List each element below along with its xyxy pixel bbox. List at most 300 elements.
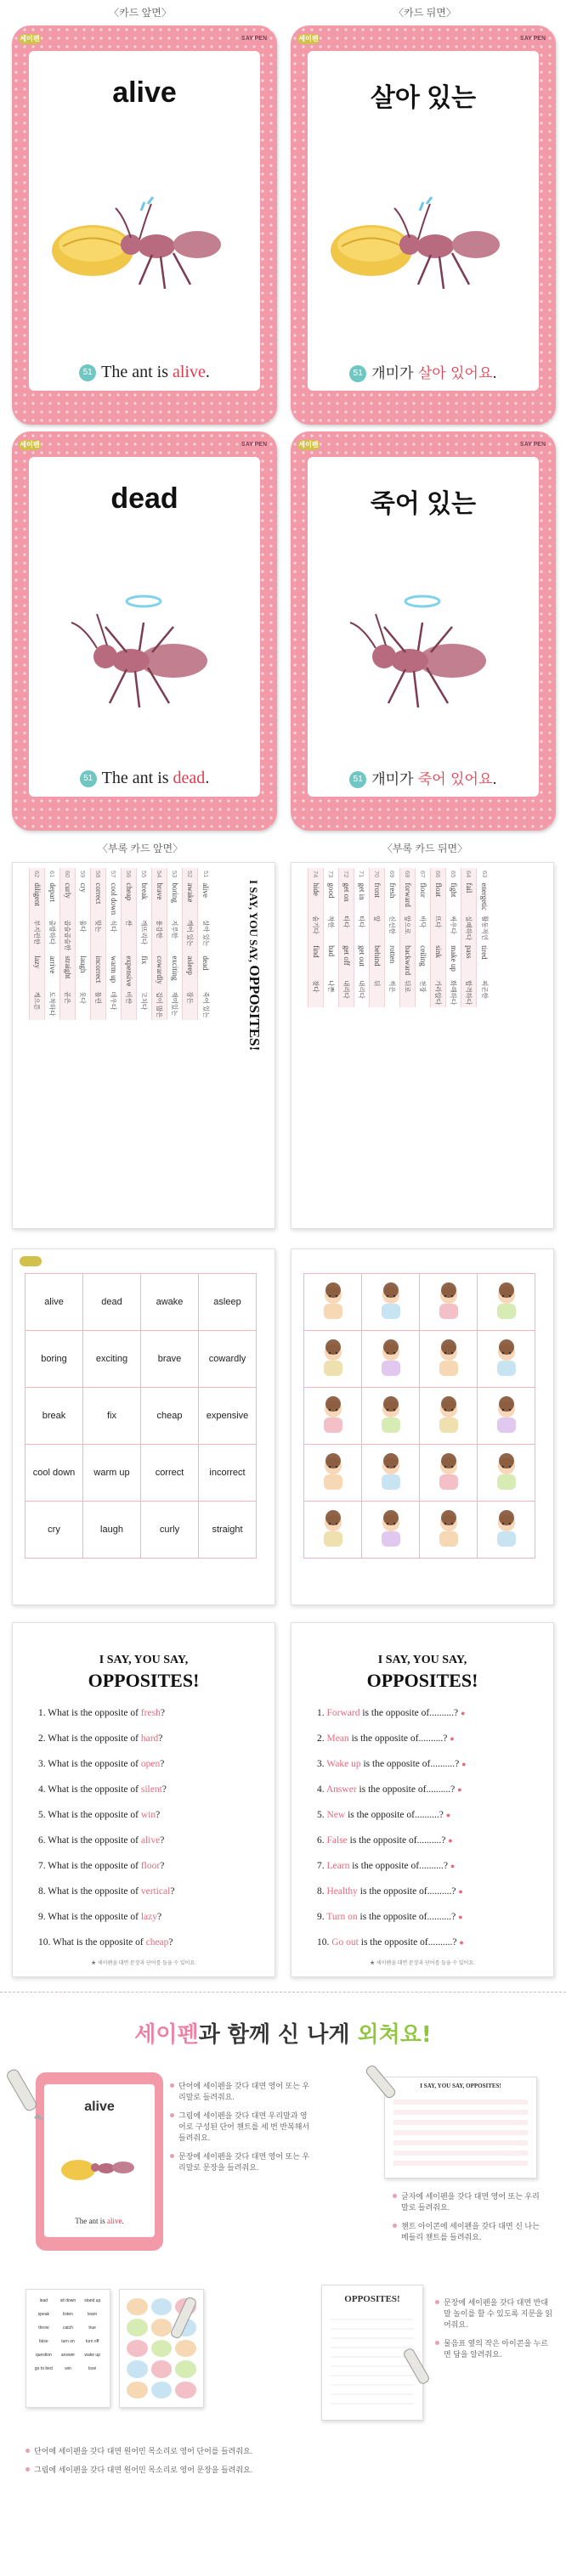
appendix-cell: 59 xyxy=(76,868,91,880)
appendix-cell: 죽어 있는 xyxy=(198,989,213,1020)
picture-tile[interactable] xyxy=(478,1445,535,1502)
picture-tile[interactable] xyxy=(420,1331,478,1388)
saypen-badge: 세이펜 xyxy=(298,441,319,448)
card-word[interactable]: 죽어 있는 xyxy=(370,490,477,518)
appendix-back-table-wrapper xyxy=(308,868,493,1007)
quiz-question[interactable]: 8. What is the opposite of vertical? xyxy=(38,1886,175,1897)
card-number-badge: 51 xyxy=(349,771,366,788)
ant-with-bread-illustration[interactable] xyxy=(325,170,522,314)
picture-tile[interactable] xyxy=(420,1445,478,1502)
appendix-cell: sink xyxy=(431,943,446,978)
mini-word: false xyxy=(39,2339,48,2344)
appendix-card-front xyxy=(12,862,275,1229)
appendix-cell: 58 xyxy=(91,868,106,880)
quiz-question-list xyxy=(317,1708,467,1963)
child-illustration xyxy=(370,1280,412,1322)
appendix-back-table xyxy=(308,868,493,1007)
appendix-cell: 70 xyxy=(370,868,385,880)
mini-word: catch xyxy=(63,2325,73,2331)
word-tile[interactable]: incorrect xyxy=(199,1445,257,1502)
appendix-cell: awake xyxy=(183,880,198,917)
picture-tile[interactable] xyxy=(362,1502,420,1559)
appendix-cell: hide xyxy=(308,880,324,913)
quiz-question[interactable]: 9. What is the opposite of lazy? xyxy=(38,1912,162,1922)
appendix-cell: boring xyxy=(167,880,183,917)
word-tile[interactable]: dead xyxy=(83,1274,141,1331)
appendix-cell: get out xyxy=(354,943,370,978)
appendix-cell: 타다 xyxy=(354,913,370,943)
instruction-item: 문장에 세이펜을 갖다 대면 영어 또는 우리말로 문장을 들려줘요. xyxy=(170,2151,314,2173)
quiz-title-line1: I SAY, YOU SAY, xyxy=(377,1654,467,1666)
word-tile[interactable]: correct xyxy=(141,1445,199,1502)
child-illustration xyxy=(427,1337,470,1379)
appendix-cell: 67 xyxy=(416,868,431,880)
picture-tile[interactable] xyxy=(362,1274,420,1331)
appendix-cell: 웃다 xyxy=(76,989,91,1020)
appendix-cell: 뒤 xyxy=(370,978,385,1007)
quiz-question[interactable]: 9. Turn on is the opposite of..........? ● xyxy=(317,1912,463,1922)
picture-tile[interactable] xyxy=(420,1502,478,1559)
word-tile[interactable]: awake xyxy=(141,1274,199,1331)
instruction-item: 문장에 세이펜을 갖다 대면 반대말 놀이를 할 수 있도록 지문을 읽어줘요. xyxy=(435,2297,554,2331)
appendix-cell: front xyxy=(370,880,385,913)
instruction-item: 단어에 세이펜을 갖다 대면 영어 또는 우리말로 들려줘요. xyxy=(170,2081,314,2103)
appendix-cell: 앞 xyxy=(370,913,385,943)
appendix-row[interactable] xyxy=(461,868,477,1007)
card-number-badge: 51 xyxy=(79,364,96,381)
instruction-item: 물음표 옆의 작은 아이콘을 누르면 답을 알려줘요. xyxy=(435,2338,554,2360)
appendix-cell: find xyxy=(308,943,324,978)
quiz-question[interactable]: 2. What is the opposite of hard? xyxy=(38,1733,163,1744)
appendix-cell: correct xyxy=(91,880,106,917)
dead-ant-illustration[interactable] xyxy=(325,576,522,720)
quiz-question[interactable]: 7. What is the opposite of floor? xyxy=(38,1861,165,1871)
appendix-cell: exciting xyxy=(167,953,183,989)
word-tile[interactable]: cheap xyxy=(141,1388,199,1445)
appendix-cell: pass xyxy=(461,943,477,978)
appendix-row[interactable] xyxy=(324,868,339,1007)
quiz-question[interactable]: 4. Answer is the opposite of..........? ● xyxy=(317,1784,462,1795)
word-tile[interactable]: warm up xyxy=(83,1445,141,1502)
word-tile[interactable]: exciting xyxy=(83,1331,141,1388)
saypen-instructions-2 xyxy=(393,2191,546,2251)
word-tile[interactable]: asleep xyxy=(199,1274,257,1331)
appendix-row[interactable] xyxy=(137,868,152,1020)
appendix-cell: 61 xyxy=(45,868,60,880)
appendix-cell: 69 xyxy=(385,868,400,880)
instruction-item: 그림에 세이펜을 갖다 대면 우리말과 영어로 구성된 단어 챈트를 세 번 반복해서 들려줘요. xyxy=(170,2111,314,2144)
appendix-cell: diligent xyxy=(30,880,45,917)
card-number-badge: 51 xyxy=(349,365,366,382)
appendix-front-table xyxy=(30,868,214,1020)
word-tile[interactable]: curly xyxy=(141,1502,199,1559)
saypen-badge: 세이펜 xyxy=(20,441,40,448)
appendix-cell: 활동적인 xyxy=(477,913,492,943)
mini-word: turn off xyxy=(85,2339,99,2344)
child-illustration xyxy=(370,1337,412,1379)
appendix-cell: 데우다 xyxy=(106,989,122,1020)
quiz-question[interactable]: 4. What is the opposite of silent? xyxy=(38,1784,167,1795)
appendix-cell: 내리다 xyxy=(339,978,354,1007)
instruction-item: 단어에 세이펜을 갖다 대면 원어민 목소리로 영어 단어를 들려줘요. xyxy=(25,2446,382,2457)
instruction-item: 그림에 세이펜을 갖다 대면 원어민 목소리로 영어 문장을 들려줘요. xyxy=(25,2465,382,2476)
saypen-instructions-4 xyxy=(25,2446,382,2483)
appendix-cell: 겁이 많은 xyxy=(152,989,167,1020)
flashcard-back-dead[interactable] xyxy=(291,431,556,831)
appendix-cell: behind xyxy=(370,943,385,978)
appendix-cell: energetic xyxy=(477,880,492,913)
word-grid xyxy=(25,1273,257,1559)
picture-grid-sheet xyxy=(291,1249,554,1605)
word-tile[interactable]: cowardly xyxy=(199,1331,257,1388)
appendix-row[interactable] xyxy=(106,868,122,1020)
saypen-badge: 세이펜 xyxy=(20,35,40,42)
answer-icon: ● xyxy=(450,1734,455,1743)
appendix-cell: fail xyxy=(461,880,477,913)
saypen-icon xyxy=(7,2064,58,2123)
picture-grid xyxy=(303,1273,535,1559)
appendix-cell: 68 xyxy=(400,868,416,880)
appendix-cell: 곱슬곱슬한 xyxy=(60,917,76,953)
mini-card-sentence: The ant is alive. xyxy=(75,2217,124,2225)
appendix-row[interactable] xyxy=(91,868,106,1020)
quiz-question[interactable]: 3. Wake up is the opposite of..........? ● xyxy=(317,1759,467,1769)
quiz-question[interactable]: 5. New is the opposite of..........? ● xyxy=(317,1810,451,1820)
appendix-cell: 뜨다 xyxy=(431,913,446,943)
appendix-cell: 도착하다 xyxy=(45,989,60,1020)
appendix-cell: straight xyxy=(60,953,76,989)
card-number-badge: 51 xyxy=(80,770,97,787)
saypen-badge: 세이펜 xyxy=(298,35,319,42)
appendix-row[interactable] xyxy=(339,868,354,1007)
appendix-cell: 재미있는 xyxy=(167,989,183,1020)
appendix-cell: fresh xyxy=(385,880,400,913)
appendix-cell: 나쁜 xyxy=(324,978,339,1007)
appendix-cell: good xyxy=(324,880,339,913)
saypen-instructions-3 xyxy=(435,2297,554,2368)
appendix-cell: cheap xyxy=(122,880,137,917)
appendix-cell: 66 xyxy=(431,868,446,880)
picture-tile[interactable] xyxy=(304,1445,362,1502)
picture-tile[interactable] xyxy=(478,1388,535,1445)
appendix-cell: 게으른 xyxy=(30,989,45,1020)
child-illustration xyxy=(427,1394,470,1436)
quiz-question[interactable]: 7. Learn is the opposite of..........? ● xyxy=(317,1861,456,1871)
brand-logo: SAY PEN xyxy=(241,36,267,42)
appendix-row[interactable] xyxy=(370,868,385,1007)
appendix-row[interactable] xyxy=(45,868,60,1020)
appendix-cell: ceiling xyxy=(416,943,431,978)
answer-icon: ● xyxy=(448,1836,453,1845)
instruction-item: 챈트 아이콘에 세이펜을 갖다 대면 신 나는 메들리 챈트를 들려줘요. xyxy=(393,2221,546,2243)
mini-card-word: alive xyxy=(84,2100,115,2114)
appendix-cell: 타다 xyxy=(339,913,354,943)
appendix-cell: backward xyxy=(400,943,416,978)
appendix-cell: break xyxy=(137,880,152,917)
appendix-row[interactable] xyxy=(76,868,91,1020)
appendix-row[interactable] xyxy=(354,868,370,1007)
appendix-cell: 56 xyxy=(122,868,137,880)
appendix-cell: 찾다 xyxy=(308,978,324,1007)
child-illustration xyxy=(485,1451,528,1493)
flashcard-front-alive[interactable] xyxy=(12,25,277,425)
answer-icon: ● xyxy=(459,1938,464,1947)
child-illustration xyxy=(312,1508,354,1550)
instruction-item: 글자에 세이펜을 갖다 대면 영어 또는 우리말로 들려줘요. xyxy=(393,2191,546,2213)
mini-word: win xyxy=(65,2366,71,2371)
appendix-cell: get off xyxy=(339,943,354,978)
appendix-cell: 신선한 xyxy=(385,913,400,943)
child-illustration xyxy=(312,1337,354,1379)
child-illustration xyxy=(427,1508,470,1550)
appendix-row[interactable] xyxy=(416,868,431,1007)
appendix-row[interactable] xyxy=(183,868,198,1020)
word-tile[interactable]: straight xyxy=(199,1502,257,1559)
picture-tile[interactable] xyxy=(304,1274,362,1331)
appendix-cell: depart xyxy=(45,880,60,917)
child-illustration xyxy=(427,1280,470,1322)
appendix-cell: 살아 있는 xyxy=(198,917,213,953)
word-tile[interactable]: cool down xyxy=(25,1445,83,1502)
appendix-cell: fix xyxy=(137,953,152,989)
appendix-card-back xyxy=(291,862,554,1229)
answer-icon: ● xyxy=(458,1887,463,1896)
appendix-cell: 잠든 xyxy=(183,989,198,1020)
saypen-instructions-1 xyxy=(170,2081,314,2181)
appendix-cell: 곧은 xyxy=(60,989,76,1020)
appendix-row[interactable] xyxy=(167,868,183,1020)
mini-word: stand up xyxy=(84,2298,101,2303)
answer-icon: ● xyxy=(445,1811,451,1819)
appendix-row[interactable] xyxy=(385,868,400,1007)
mini-word: listen xyxy=(63,2312,73,2317)
child-illustration xyxy=(485,1508,528,1550)
appendix-cell: cool down xyxy=(106,880,122,917)
appendix-cell: 싸우다 xyxy=(446,913,461,943)
quiz-footnote: ★ 세이펜을 대면 문장과 단어를 들을 수 있어요. xyxy=(370,1961,475,1966)
answer-icon: ● xyxy=(458,1913,463,1921)
appendix-cell: 울다 xyxy=(76,917,91,953)
card-word[interactable]: alive xyxy=(112,76,177,109)
appendix-cell: 썩은 xyxy=(385,978,400,1007)
appendix-cell: 가라앉다 xyxy=(431,978,446,1007)
appendix-cell: 화해하다 xyxy=(446,978,461,1007)
appendix-row[interactable] xyxy=(400,868,416,1007)
appendix-cell: cowardly xyxy=(152,953,167,989)
word-tile[interactable]: boring xyxy=(25,1331,83,1388)
appendix-cell: 비싼 xyxy=(122,989,137,1020)
appendix-cell: curly xyxy=(60,880,76,917)
appendix-cell: 고치다 xyxy=(137,989,152,1020)
answer-icon: ● xyxy=(457,1785,462,1794)
quiz-title-line2: OPPOSITES! xyxy=(366,1670,478,1691)
appendix-cell: 실패하다 xyxy=(461,913,477,943)
quiz-question[interactable]: 2. Mean is the opposite of..........? ● xyxy=(317,1733,455,1744)
appendix-row[interactable] xyxy=(198,868,213,1020)
picture-tile[interactable] xyxy=(362,1331,420,1388)
appendix-cell: 깨뜨리다 xyxy=(137,917,152,953)
mini-word: true xyxy=(88,2325,96,2331)
flashcard-front-dead[interactable] xyxy=(12,431,277,831)
saypen-icon xyxy=(365,2060,408,2111)
appendix-cell: get in xyxy=(354,880,370,913)
picture-tile[interactable] xyxy=(304,1331,362,1388)
saypen-headline: 세이펜과 함께 신 나게 외쳐요! xyxy=(134,2022,432,2048)
mini-word: lose xyxy=(88,2366,97,2371)
appendix-cell: 부지런한 xyxy=(30,917,45,953)
picture-tile[interactable] xyxy=(478,1331,535,1388)
brand-logo: SAY PEN xyxy=(520,36,546,42)
word-tile[interactable]: fix xyxy=(83,1388,141,1445)
word-tile[interactable]: cry xyxy=(25,1502,83,1559)
quiz-title-line1: I SAY, YOU SAY, xyxy=(99,1654,189,1666)
picture-tile[interactable] xyxy=(478,1274,535,1331)
quiz-question[interactable]: 5. What is the opposite of win? xyxy=(38,1810,161,1820)
appendix-cell: 74 xyxy=(308,868,324,880)
child-illustration xyxy=(485,1337,528,1379)
appendix-cell: 55 xyxy=(137,868,152,880)
answer-icon: ● xyxy=(450,1862,456,1870)
quiz-question[interactable]: 1. Forward is the opposite of..........? ● xyxy=(317,1708,466,1718)
mini-word: sit down xyxy=(59,2298,76,2303)
caption-card-front: 〈카드 앞면〉 xyxy=(109,7,172,19)
appendix-cell: cry xyxy=(76,880,91,917)
mini-appendix-sheet: I SAY, YOU SAY, OPPOSITES! xyxy=(384,2077,537,2179)
card-sentence[interactable]: 51 The ant is alive. xyxy=(12,363,277,382)
appendix-cell: 착한 xyxy=(324,913,339,943)
card-word[interactable]: 살아 있는 xyxy=(370,84,477,112)
appendix-cell: 51 xyxy=(198,868,213,880)
ant-with-bread-illustration[interactable] xyxy=(46,170,243,314)
appendix-cell: alive xyxy=(198,880,213,917)
flashcard-back-alive[interactable] xyxy=(291,25,556,425)
quiz-question[interactable]: 1. What is the opposite of fresh? xyxy=(38,1708,165,1718)
child-illustration xyxy=(312,1451,354,1493)
appendix-row[interactable] xyxy=(60,868,76,1020)
appendix-cell: floor xyxy=(416,880,431,913)
appendix-cell: float xyxy=(431,880,446,913)
quiz-question[interactable]: 10. Go out is the opposite of..........? ● xyxy=(317,1937,464,1948)
mini-word: throw xyxy=(38,2325,49,2331)
appendix-cell: 앞으로 xyxy=(400,913,416,943)
appendix-row[interactable] xyxy=(431,868,446,1007)
mini-word: go to bed xyxy=(34,2366,53,2371)
appendix-cell: bad xyxy=(324,943,339,978)
brand-logo: SAY PEN xyxy=(520,442,546,448)
quiz-question-list xyxy=(38,1708,174,1963)
appendix-cell: make up xyxy=(446,943,461,978)
card-word[interactable]: dead xyxy=(110,482,178,515)
word-tile[interactable]: break xyxy=(25,1388,83,1445)
answer-icon: ● xyxy=(460,1709,466,1717)
quiz-footnote: ★ 세이펜을 대면 문장과 단어를 들을 수 있어요. xyxy=(91,1961,196,1966)
card-sentence[interactable]: 51 개미가 죽어 있어요. xyxy=(291,767,556,788)
card-sentence[interactable]: 51 The ant is dead. xyxy=(12,769,277,788)
appendix-cell: 내리다 xyxy=(354,978,370,1007)
appendix-cell: 깨어 있는 xyxy=(183,917,198,953)
mini-word: learn xyxy=(88,2312,98,2317)
appendix-row[interactable] xyxy=(152,868,167,1020)
appendix-cell: 60 xyxy=(60,868,76,880)
word-grid-sheet xyxy=(12,1249,275,1605)
appendix-cell: 피곤한 xyxy=(477,978,492,1007)
dead-ant-illustration[interactable] xyxy=(46,576,243,720)
appendix-cell: 합격하다 xyxy=(461,978,477,1007)
word-tile[interactable]: expensive xyxy=(199,1388,257,1445)
quiz-sheet-left xyxy=(12,1622,275,1977)
mini-word: question xyxy=(35,2353,52,2358)
appendix-cell: 53 xyxy=(167,868,183,880)
appendix-cell: asleep xyxy=(183,953,198,989)
quiz-question[interactable]: 6. What is the opposite of alive? xyxy=(38,1835,165,1846)
appendix-cell: 63 xyxy=(477,868,492,880)
appendix-cell: 54 xyxy=(152,868,167,880)
answer-icon: ● xyxy=(461,1760,467,1768)
word-tile[interactable]: brave xyxy=(141,1331,199,1388)
quiz-question[interactable]: 8. Healthy is the opposite of..........? ● xyxy=(317,1886,463,1897)
mini-word: lead xyxy=(39,2298,48,2303)
appendix-row[interactable] xyxy=(446,868,461,1007)
appendix-cell: 지루한 xyxy=(167,917,183,953)
appendix-cell: lazy xyxy=(30,953,45,989)
child-illustration xyxy=(312,1280,354,1322)
picture-tile[interactable] xyxy=(362,1388,420,1445)
appendix-cell: 출발하다 xyxy=(45,917,60,953)
picture-tile[interactable] xyxy=(420,1388,478,1445)
appendix-cell: 식다 xyxy=(106,917,122,953)
quiz-sheet-right xyxy=(291,1622,554,1977)
picture-tile[interactable] xyxy=(478,1502,535,1559)
appendix-cell: 72 xyxy=(339,868,354,880)
appendix-cell: 62 xyxy=(30,868,45,880)
quiz-title-line2: OPPOSITES! xyxy=(88,1670,200,1691)
quiz-question[interactable]: 10. What is the opposite of cheap? xyxy=(38,1937,173,1948)
appendix-cell: brave xyxy=(152,880,167,917)
appendix-cell: 73 xyxy=(324,868,339,880)
mini-word-grid-sheet xyxy=(25,2289,110,2408)
picture-tile[interactable] xyxy=(304,1388,362,1445)
picture-tile[interactable] xyxy=(362,1445,420,1502)
quiz-question[interactable]: 3. What is the opposite of open? xyxy=(38,1759,165,1769)
quiz-question[interactable]: 6. False is the opposite of..........? ● xyxy=(317,1835,453,1846)
appendix-row[interactable] xyxy=(477,868,492,1007)
card-sentence[interactable]: 51 개미가 살아 있어요. xyxy=(291,361,556,382)
caption-appendix-front: 〈부록 카드 앞면〉 xyxy=(97,843,184,854)
mini-word: wake up xyxy=(84,2353,100,2358)
child-illustration xyxy=(370,1394,412,1436)
picture-tile[interactable] xyxy=(304,1502,362,1559)
word-tile[interactable]: alive xyxy=(25,1274,83,1331)
child-illustration xyxy=(370,1508,412,1550)
appendix-row[interactable] xyxy=(30,868,45,1020)
picture-tile[interactable] xyxy=(420,1274,478,1331)
appendix-cell: 52 xyxy=(183,868,198,880)
appendix-row[interactable] xyxy=(308,868,324,1007)
child-illustration xyxy=(312,1394,354,1436)
mini-word: turn on xyxy=(61,2339,75,2344)
caption-card-back: 〈카드 뒤면〉 xyxy=(393,7,456,19)
appendix-cell: rotten xyxy=(385,943,400,978)
appendix-cell: 싼 xyxy=(122,917,137,953)
appendix-cell: 바닥 xyxy=(416,913,431,943)
appendix-cell: dead xyxy=(198,953,213,989)
word-tile[interactable]: laugh xyxy=(83,1502,141,1559)
appendix-cell: expensive xyxy=(122,953,137,989)
appendix-row[interactable] xyxy=(122,868,137,1020)
mini-word: speak xyxy=(37,2312,49,2317)
appendix-cell: 71 xyxy=(354,868,370,880)
ant-with-bread-illustration xyxy=(57,2140,142,2191)
